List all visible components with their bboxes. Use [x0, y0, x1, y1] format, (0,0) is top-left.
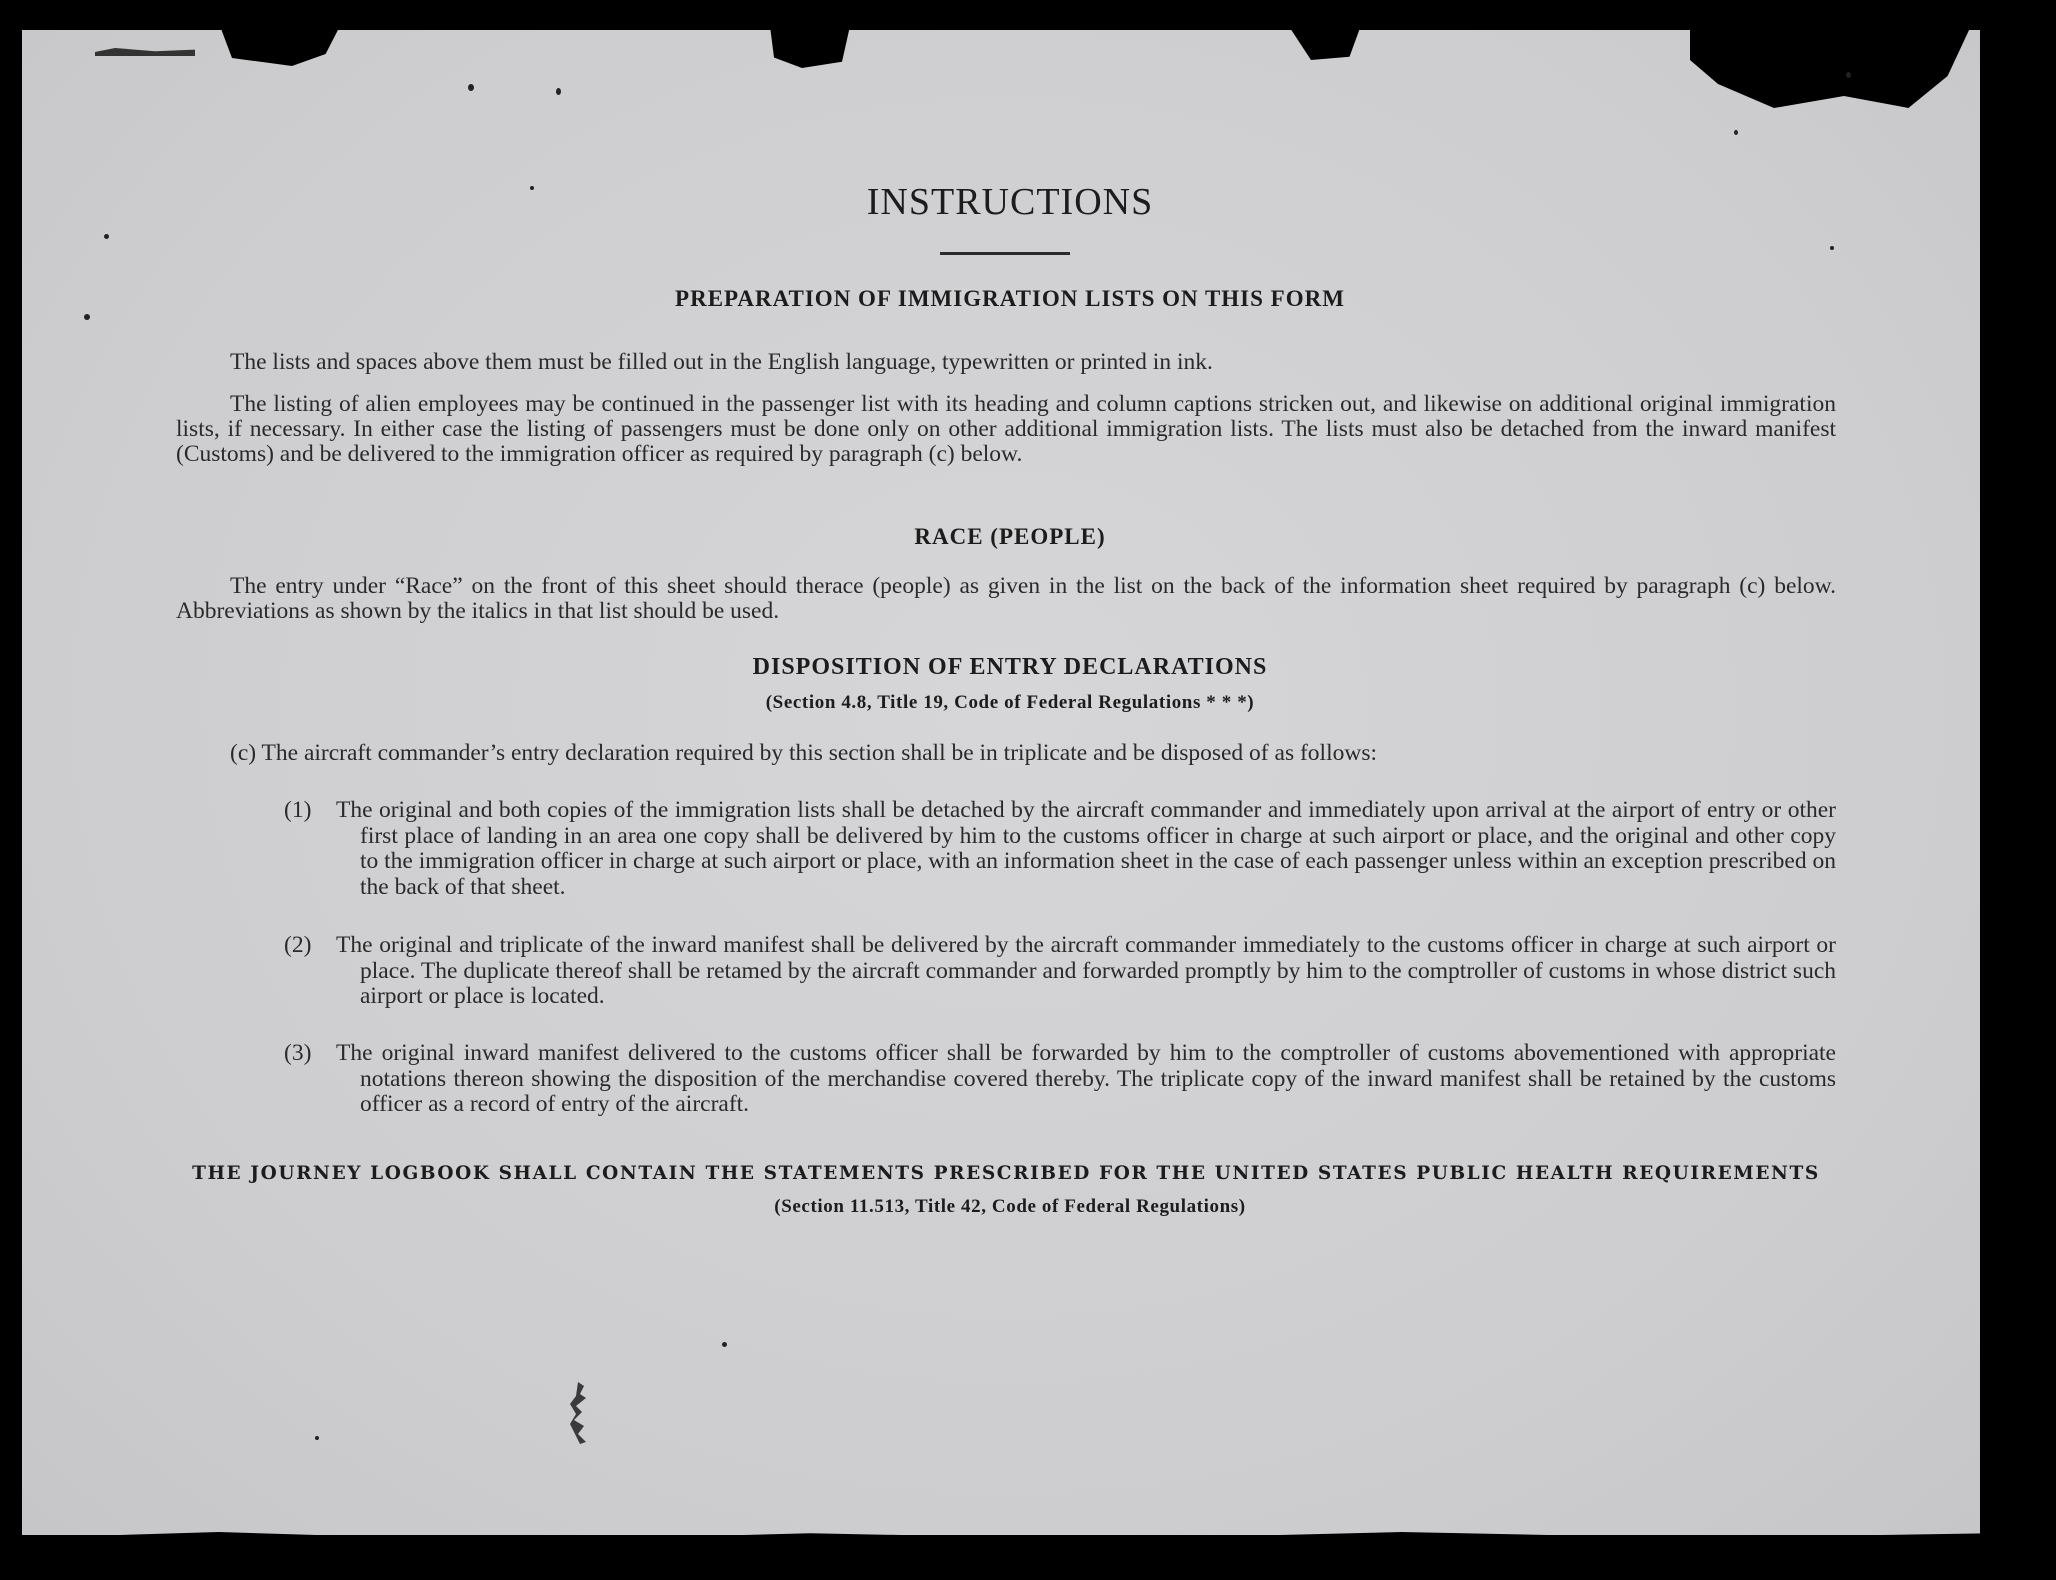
footer-citation: (Section 11.513, Title 42, Code of Federal Regulations)	[774, 1196, 1246, 1217]
list-item	[284, 933, 1836, 1010]
list-item	[284, 1041, 1836, 1118]
list-item-text: The original and triplicate of the inward manifest shall be delivered by the aircraft commander immediately to the customs officer in charge at such airport or place. The duplicate thereof shall be retamed by the aircraft commander and forwarded promptly by him to the comptroller of customs in whose district such airport or place is located.	[336, 932, 1836, 1009]
section-citation-title19: (Section 4.8, Title 19, Code of Federal Regulations * * *)	[765, 692, 1255, 713]
document-title: INSTRUCTIONS	[866, 181, 1154, 223]
list-item-text: The original inward manifest delivered to the customs officer shall be forwarded by him to the comptroller of customs abovementioned with appropriate notations thereon showing the disposition of the merchandise covered thereby. The triplicate copy of the inward manifest shall be retained by the customs officer as a record of entry of the aircraft.	[336, 1040, 1836, 1117]
title-underline	[940, 252, 1070, 255]
paragraph-intro-c: (c) The aircraft commander’s entry declaration required by this section shall be in triplicate and be disposed of as follows:	[230, 740, 1377, 766]
paragraph-language: The lists and spaces above them must be filled out in the English language, typewritten or printed in ink.	[230, 349, 1213, 375]
list-item-number: (1)	[284, 797, 312, 823]
list-item-number: (2)	[284, 932, 312, 958]
paragraph-race: The entry under “Race” on the front of this sheet should therace (people) as given in the list on the back of the information sheet required by paragraph (c) below. Abbreviations as shown by the italics in that list should be used.	[176, 573, 1836, 624]
footer-statement: THE JOURNEY LOGBOOK SHALL CONTAIN THE STATEMENTS PRESCRIBED FOR THE UNITED STATES PUBLIC HEALTH REQUIREMENTS	[192, 1163, 1820, 1184]
list-item-text: The original and both copies of the immigration lists shall be detached by the aircraft commander and immediately upon arrival at the airport of entry or other first place of landing in an area one copy shall be delivered by him to the customs officer in charge at such airport or place, and the original and other copy to the immigration officer in charge at such airport or place, with an information sheet in the case of each passenger unless within an exception prescribed on the back of that sheet.	[336, 797, 1836, 900]
list-item	[284, 798, 1836, 900]
paragraph-listing: The listing of alien employees may be continued in the passenger list with its heading and column captions stricken out, and likewise on additional original immigration lists, if necessary. In either case the listing of passengers must be done only on other additional immigration lists. The lists must also be detached from the inward manifest (Customs) and be delivered to the immigration officer as required by paragraph (c) below.	[176, 391, 1836, 467]
section-heading-disposition: DISPOSITION OF ENTRY DECLARATIONS	[752, 654, 1268, 680]
section-heading-preparation: PREPARATION OF IMMIGRATION LISTS ON THIS FORM	[675, 286, 1345, 311]
list-item-number: (3)	[284, 1040, 312, 1066]
section-heading-race: RACE (PEOPLE)	[914, 524, 1106, 549]
